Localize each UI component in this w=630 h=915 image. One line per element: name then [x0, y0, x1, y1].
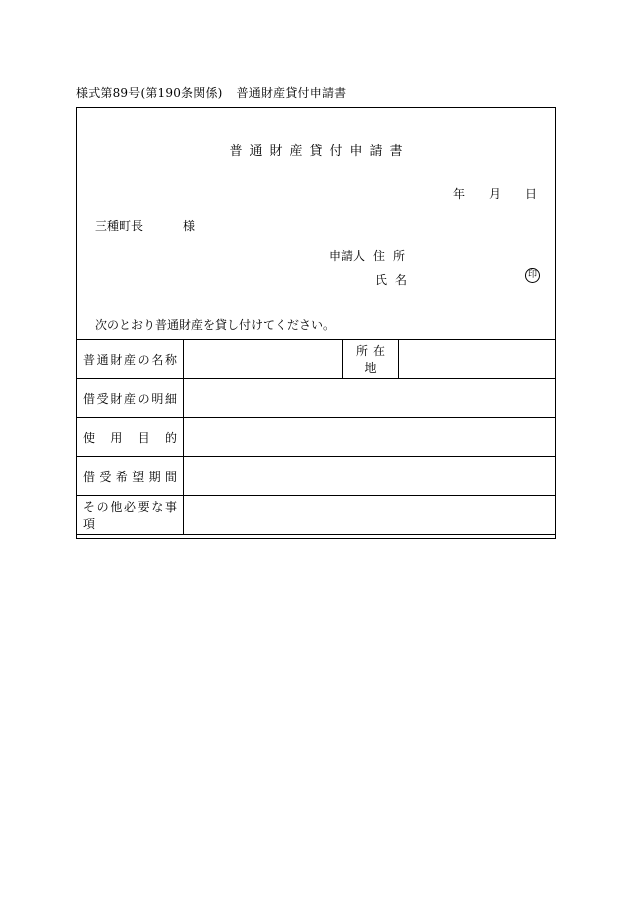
property-details-field[interactable]	[184, 379, 556, 418]
property-name-field[interactable]	[184, 340, 343, 379]
form-number: 様式第89号(第190条関係)	[76, 86, 223, 100]
document-title: 普通財産貸付申請書	[229, 144, 410, 159]
row-label-location: 所在地	[343, 340, 399, 379]
date-line	[453, 185, 537, 202]
purpose-field[interactable]	[184, 418, 556, 457]
row-label-property-name: 普通財産の名称	[77, 340, 184, 379]
date-year-label: 年	[452, 187, 465, 201]
date-day-label: 日	[524, 187, 537, 201]
row-label-property-details: 借受財産の明細	[77, 379, 184, 418]
row-label-purpose: 使用目的	[77, 418, 184, 457]
table-row	[77, 340, 556, 379]
table-row	[77, 496, 556, 535]
period-field[interactable]	[184, 457, 556, 496]
table-row	[77, 379, 556, 418]
table-row	[77, 418, 556, 457]
applicant-role-label: 申請人	[329, 249, 366, 263]
applicant-address-label: 住所	[373, 249, 414, 263]
row-label-period: 借受希望期間	[77, 457, 184, 496]
seal-mark-icon: 印	[525, 268, 540, 283]
form-caption-title: 普通財産貸付申請書	[236, 86, 347, 100]
addressee-name: 三種町長	[95, 219, 144, 233]
other-matters-field[interactable]	[184, 496, 556, 535]
addressee	[95, 217, 195, 234]
table-row	[77, 457, 556, 496]
applicant-address-line	[329, 247, 413, 264]
request-statement: 次のとおり普通財産を貸し付けてください。	[95, 318, 336, 332]
property-detail-table	[76, 339, 556, 535]
date-month-label: 月	[488, 187, 501, 201]
addressee-honorific: 様	[183, 219, 196, 233]
form-caption	[76, 84, 346, 101]
applicant-name-label: 氏名	[375, 273, 416, 287]
application-form	[76, 107, 556, 539]
row-label-other: その他必要な事項	[77, 496, 184, 535]
location-field[interactable]	[399, 340, 556, 379]
